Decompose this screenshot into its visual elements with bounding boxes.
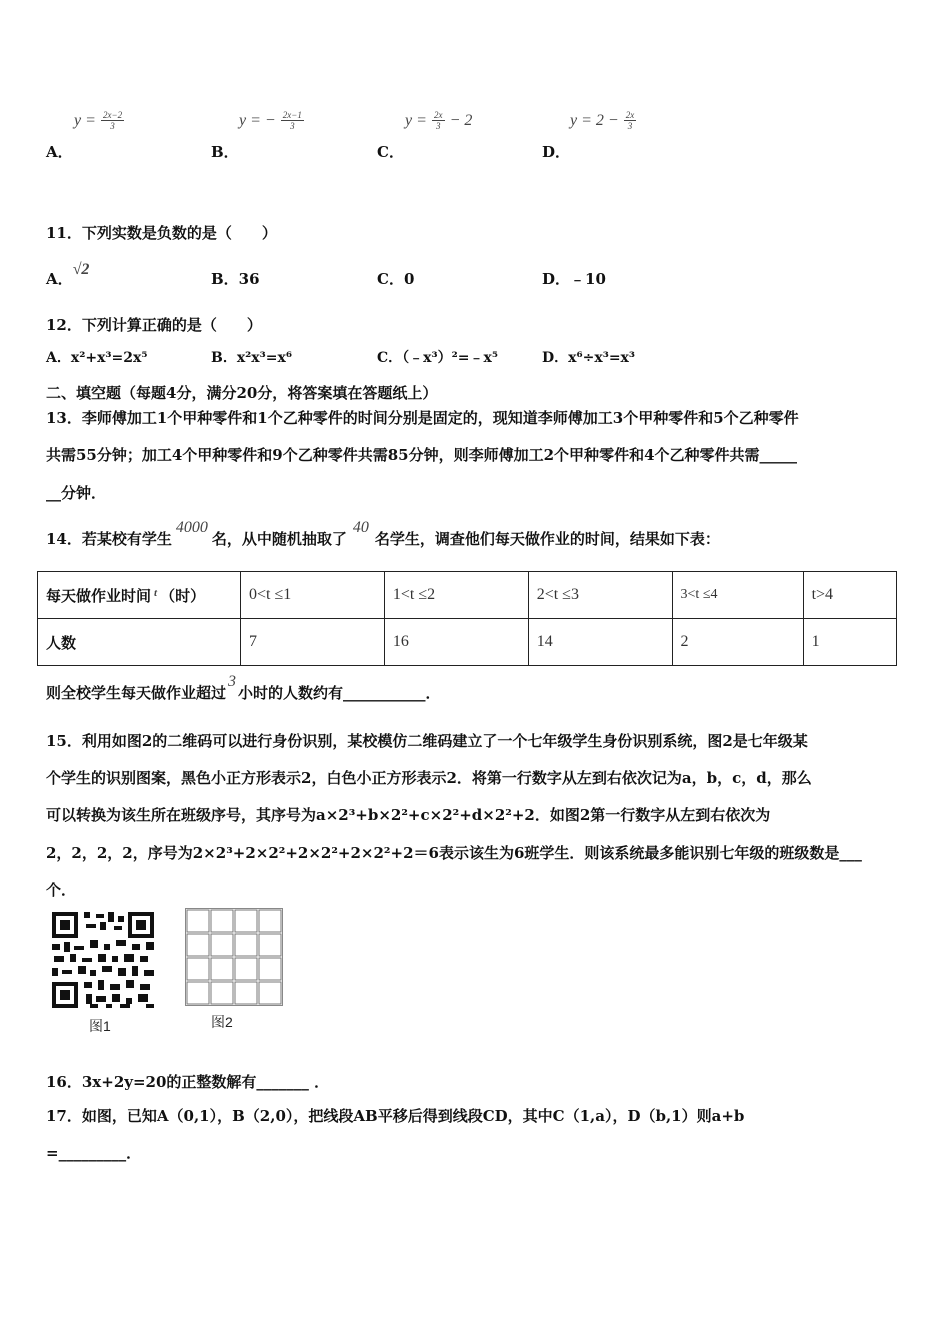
q11-option-c: C．0 — [377, 270, 415, 288]
table-cell-range-2: 1<t ≤2 — [384, 572, 528, 619]
qr-code-figure — [50, 910, 156, 1010]
q11-stem: 11．下列实数是负数的是（ ） — [46, 224, 277, 242]
q10-option-c-label: C． — [377, 143, 404, 161]
q10-option-a-label: A． — [46, 143, 73, 161]
q16-stem: 16．3x+2y=20的正整数解有_______ ． — [46, 1073, 330, 1091]
q15-line-3: 可以转换为该生所在班级序号，其序号为a×2³+b×2²+c×2²+d×2²+2．如图2第一行数字从左到右依次为 — [46, 806, 771, 824]
table-cell-count-1: 7 — [241, 619, 385, 666]
q12-option-d: D．x⁶÷x³=x³ — [542, 350, 636, 366]
q10-option-d-label: D． — [542, 143, 571, 161]
q11-option-d: D．﹣10 — [542, 270, 606, 288]
table-cell-count-3: 14 — [528, 619, 672, 666]
q17-line-2: =_________． — [46, 1144, 142, 1162]
table-cell-range-1: 0<t ≤1 — [241, 572, 385, 619]
q12-option-b: B．x²x³=x⁶ — [211, 350, 292, 366]
q12-option-a: A．x²+x³=2x⁵ — [46, 350, 148, 366]
q11-option-a: A．√2 — [46, 261, 90, 288]
q12-stem: 12．下列计算正确的是（ ） — [46, 316, 262, 334]
table-row — [38, 619, 897, 666]
q13-line-2: 共需55分钟；加工4个甲种零件和9个乙种零件共需85分钟，则李师傅加工2个甲种零件和4个乙种零件共需_____ — [46, 446, 798, 464]
table-cell-count-5: 1 — [803, 619, 896, 666]
q10-option-c-formula: y = $\frac{2x}{3}$ − 2 — [405, 110, 473, 131]
table-cell-count-4: 2 — [672, 619, 803, 666]
q11-option-b: B．36 — [211, 270, 260, 288]
q15-line-1: 15．利用如图2的二维码可以进行身份识别，某校模仿二维码建立了一个七年级学生身份识别系统，图2是七年级某 — [46, 732, 808, 750]
q14-question: 则全校学生每天做作业超过3小时的人数约有___________． — [46, 673, 441, 702]
q15-line-2: 个学生的识别图案，黑色小正方形表示2，白色小正方形表示2．将第一行数字从左到右依次记为a，b，c，d，那么 — [46, 769, 812, 787]
figure-1-caption: 图1 — [89, 1018, 111, 1034]
table-row — [38, 572, 897, 619]
table-header-count: 人数 — [38, 619, 241, 666]
q10-option-b-formula: y = − $\frac{2x-1}{3}$ — [239, 110, 302, 131]
q10-option-a-formula: y = $\frac{2x-2}{3}$ — [74, 110, 123, 131]
figure-2-caption: 图2 — [211, 1014, 233, 1030]
table-cell-range-5: t>4 — [803, 572, 896, 619]
homework-time-table — [37, 571, 897, 666]
q15-line-4: 2，2，2，2，序号为2×2³+2×2²+2×2²+2×2²+2＝6表示该生为6班学生．则该系统最多能识别七年级的班级数是___ — [46, 844, 862, 862]
q12-option-c: C．（﹣x³）²=﹣x⁵ — [377, 350, 498, 366]
section-heading-fill-in: 二、填空题（每题4分，满分20分，将答案填在答题纸上） — [46, 384, 438, 402]
q17-line-1: 17．如图，已知A（0,1），B（2,0），把线段AB平移后得到线段CD，其中C（1,a），D（b,1）则a+b — [46, 1107, 745, 1125]
q13-line-1: 13．李师傅加工1个甲种零件和1个乙种零件的时间分别是固定的，现知道李师傅加工3个甲种零件和5个乙种零件 — [46, 409, 799, 427]
q13-line-3: __分钟． — [46, 484, 107, 502]
q10-option-b-label: B． — [211, 143, 239, 161]
q10-option-d-formula: y = 2 − $\frac{2x}{3}$ — [570, 110, 635, 131]
q15-line-5: 个． — [46, 881, 77, 899]
table-cell-count-2: 16 — [384, 619, 528, 666]
table-header-time: 每天做作业时间 $^t$ （时） — [38, 572, 241, 619]
table-cell-range-3: 2<t ≤3 — [528, 572, 672, 619]
id-pattern-grid-figure — [185, 908, 283, 1006]
table-cell-range-4: 3<t ≤4 — [672, 572, 803, 619]
q14-stem: 14．若某校有学生4000名，从中随机抽取了40名学生，调查他们每天做作业的时间，结果如下表： — [46, 519, 720, 548]
